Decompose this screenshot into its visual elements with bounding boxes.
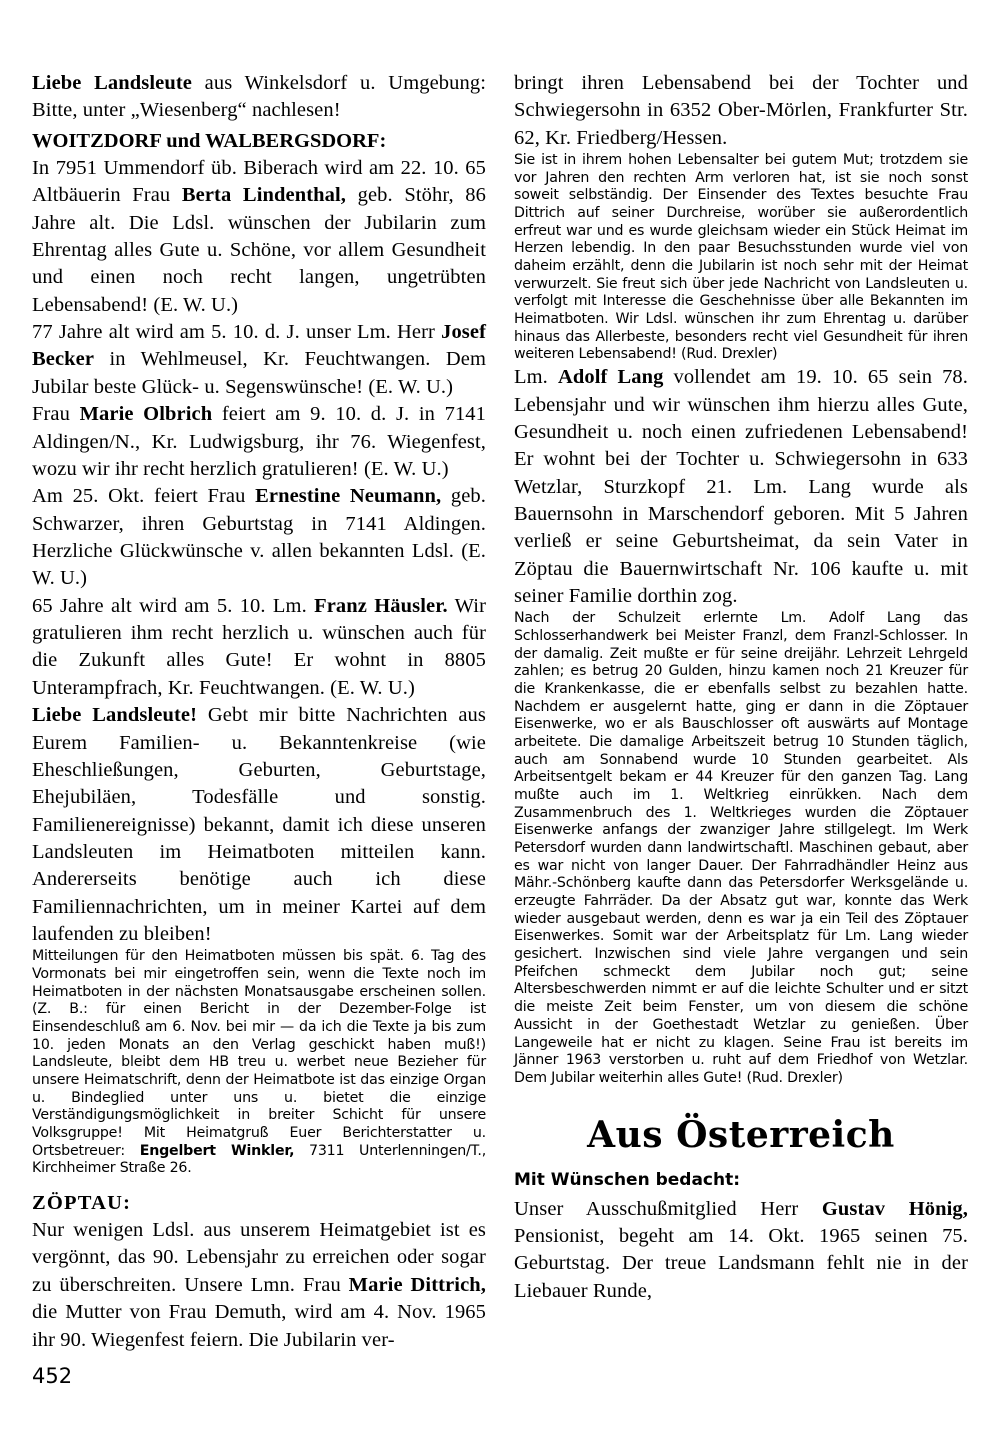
paragraph-dittrich-continued: bringt ihren Lebensabend bei der Tochter und Schwiegersohn in 6352 Ober-Mörlen, Frankfurter Str. 62, Kr. Friedberg/Hessen. xyxy=(514,72,968,149)
heading-woitzdorf-walbergsdorf: WOITZDORF und WALBERGSDORF: xyxy=(32,129,387,152)
person-name-engelbert-winkler: Engelbert Winkler, xyxy=(139,1142,295,1159)
paragraph-winkelsdorf xyxy=(32,70,486,125)
text-before-name: Unser Ausschußmitglied Herr xyxy=(514,1197,822,1220)
paragraph-marie-olbrich xyxy=(32,401,486,483)
text-after-name: feiert am 9. 10. d. J. in 7141 Aldingen/N., Kr. Ludwigsburg, ihr 76. Wiegenfest, wozu wir ihr recht herzlich gratulieren! (E. W. U.) xyxy=(32,403,487,480)
person-name-ernestine-neumann: Ernestine Neumann, xyxy=(255,485,442,508)
text-before-name: Frau xyxy=(32,403,80,426)
left-column xyxy=(32,70,486,1354)
text-after-name: geb. Schwarzer, ihren Geburtstag in 7141 Aldingen. Herzliche Glückwünsche v. allen bekannten Ldsl. (E. W. U.) xyxy=(32,485,486,590)
subheading-mit-wuenschen-bedacht: Mit Wünschen bedacht: xyxy=(514,1169,741,1190)
person-name-berta-lindenthal: Berta Lindenthal, xyxy=(181,184,347,207)
paragraph-winkelsdorf-text: aus Winkelsdorf u. Umgebung: Bitte, unter „Wiesenberg“ nachlesen! xyxy=(32,72,486,122)
paragraph-appeal-to-readers xyxy=(32,702,486,948)
person-name-gustav-hoenig: Gustav Hönig, xyxy=(821,1197,968,1220)
two-column-layout xyxy=(32,70,968,1354)
note-submission-deadline xyxy=(32,948,486,1178)
lead-in-liebe-landsleute: Liebe Landsleute xyxy=(32,72,192,94)
lead-in-liebe-landsleute-2: Liebe Landsleute! xyxy=(32,704,198,727)
text-after-name: in Wehlmeusel, Kr. Feuchtwangen. Dem Jubilar beste Glück- u. Segenswünsche! (E. W. U.) xyxy=(32,348,486,398)
note-address: 7311 Unterlenningen/T., Kirchheimer Straße 26. xyxy=(32,1142,487,1177)
person-name-marie-olbrich: Marie Olbrich xyxy=(79,403,213,426)
paragraph-berta-lindenthal xyxy=(32,155,486,319)
paragraph-adolf-lang xyxy=(514,364,968,610)
person-name-franz-haeusler: Franz Häusler. xyxy=(314,594,448,617)
person-name-josef-becker: Josef Becker xyxy=(32,321,486,371)
right-column xyxy=(514,70,968,1354)
heading-zoeptau: ZÖPTAU: xyxy=(32,1192,132,1215)
appeal-text: Gebt mir bitte Nachrichten aus Eurem Familien- u. Bekanntenkreise (wie Eheschließungen, Geburten, Geburtstage, Ehejubiläen, Todesfälle und sonstig. Familienereignisse) bekannt, damit ich diese unseren Landsleuten im Heimatboten mitteilen kann. Andererseits benötige auch ich diese Familiennachrichten, um in meiner Kartei auf dem laufenden zu bleiben! xyxy=(32,704,486,946)
section-heading-aus-oesterreich: Aus Österreich xyxy=(587,1113,895,1156)
text-before-name: 65 Jahre alt wird am 5. 10. Lm. xyxy=(32,594,315,617)
text-before-name: Nur wenigen Ldsl. aus unserem Heimatgebiet ist es vergönnt, das 90. Lebensjahr zu erreichen oder sogar zu überschreiten. Unsere Lmn. Frau xyxy=(32,1219,486,1296)
paragraph-josef-becker xyxy=(32,319,486,401)
note-text: Mitteilungen für den Heimatboten müssen bis spät. 6. Tag des Vormonats bei mir eingetroffen sein, wenn die Texte noch im Heimatboten in der nächsten Monatsausgabe erscheinen sollen. (Z. B.: für einen Bericht in der Dezember-Folge ist Einsendeschluß am 6. Nov. bei mir — da ich die Texte ja bis zum 10. jeden Monats an den Verlag geschickt haben muß!) Landsleute, bleibt dem HB treu u. werbet neue Bezieher für unsere Heimatschrift, denn der Heimatbote ist das einzige Organ u. Bindeglied unter uns u. bietet die einzige Verständigungsmöglichkeit in breiter Schicht für unsere Volksgruppe! Mit Heimatgruß Euer Berichterstatter u. Ortsbetreuer: xyxy=(32,948,486,1159)
paragraph-gustav-hoenig xyxy=(514,1196,968,1305)
text-before-name: 77 Jahre alt wird am 5. 10. d. J. unser Lm. Herr xyxy=(32,321,442,344)
note-dittrich-details: Sie ist in ihrem hohen Lebensalter bei gutem Mut; trotzdem sie vor Jahren den rechten Arm verloren hat, ist sie noch sonst soweit selbständig. Der Einsender des Textes besuchte Frau Dittrich auf seiner Durchreise, worüber sie außerordentlich erfreut war und es wurde gleichsam wieder ein Stück Heimat im Herzen lebendig. In den paar Besuchsstunden wurde viel von daheim erzählt, denn die Jubilarin ist noch sehr mit der Heimat verwurzelt. Sie freut sich über jede Nachricht von Landsleuten u. verfolgt mit Interesse die Geschehnisse über alle Bekannten im Heimatboten. Wir Ldsl. wünschen ihr zum Ehrentag u. darüber hinaus das Allerbeste, besonders recht viel Gesundheit für ihren weiteren Lebensabend! (Rud. Drexler) xyxy=(514,152,968,363)
person-name-marie-dittrich: Marie Dittrich, xyxy=(348,1273,486,1296)
page-number: 452 xyxy=(32,1364,73,1388)
text-after-name: die Mutter von Frau Demuth, wird am 4. Nov. 1965 ihr 90. Wiegenfest feiern. Die Jubilarin ver- xyxy=(32,1301,486,1351)
text-before-name: Lm. xyxy=(514,366,558,389)
paragraph-franz-haeusler xyxy=(32,593,486,702)
text-before-name: Am 25. Okt. feiert Frau xyxy=(32,485,256,508)
paragraph-ernestine-neumann xyxy=(32,483,486,592)
text-after-name: Wir gratulieren ihm recht herzlich u. wünschen auch für die Zukunft alles Gute! Er wohnt in 8805 Unterampfrach, Kr. Feuchtwangen. (E. W. U.) xyxy=(32,594,487,699)
person-name-adolf-lang: Adolf Lang xyxy=(557,366,664,389)
note-adolf-lang-biography: Nach der Schulzeit erlernte Lm. Adolf Lang das Schlosserhandwerk bei Meister Franzl, dem Franzl-Schlosser. In der damalig. Zeit mußte er für seine dreijähr. Lehrzeit Lehrgeld zahlen; es betrug 20 Gulden, hinzu kamen noch 21 Kreuzer für die Krankenkasse, die er ebenfalls selbst zu bezahlen hatte. Nachdem er ausgelernt hatte, ging er dann in die Zöptauer Eisenwerke, wo er als Bauschlosser oft auswärts auf Montage arbeitete. Die damalige Arbeitszeit betrug 10 Stunden täglich, auch am Sonnabend wurde 10 Stunden gearbeitet. Als Arbeitsentgelt bekam er 44 Kreuzer für den ganzen Tag. Lang mußte auch im 1. Weltkrieg einrükken. Nach dem Zusammenbruch des 1. Weltkrieges wurden die Zöptauer Eisenwerke anfangs der zwanziger Jahre stillgelegt. Im Werk Petersdorf wurden dann landwirtschaftl. Maschinen gebaut, aber es war nicht von langer Dauer. Der Fahrradhändler Heinz aus Mähr.-Schönberg kaufte dann das Petersdorfer Werksgelände u. erzeugte Fahrräder. Da der Absatz gut war, konnte das Werk wieder ausgebaut werden, denn es war ja ein Teil des Zöptauer Eisenwerkes. Somit war der Arbeitsplatz für Lm. Lang wieder gesichert. Inzwischen sind viele Jahre vergangen und sein Pfeifchen schmeckt dem Jubilar noch gut; seine Altersbeschwerden nimmt er auf die leichte Schulter und er sitzt die meiste Zeit beim Fenster, um von diesem die schöne Aussicht in der Goethestadt Wetzlar zu genießen. Über Langeweile hat er nicht zu klagen. Seine Frau ist bereits im Jänner 1963 verstorben u. ruht auf dem Friedhof von Wetzlar. Dem Jubilar weiterhin alles Gute! (Rud. Drexler) xyxy=(514,610,968,1086)
paragraph-marie-dittrich xyxy=(32,1217,486,1354)
text-after-name: vollendet am 19. 10. 65 sein 78. Lebensjahr und wir wünschen ihm hierzu alles Gute, Gesundheit u. noch einen zufriedenen Lebensabend! Er wohnt bei der Tochter u. Schwiegersohn in 633 Wetzlar, Sturzkopf 21. Lm. Lang wurde als Bauernsohn in Marschendorf geboren. Mit 5 Jahren verließ er seine Geburtsheimat, da sein Vater in Zöptau die Bauernwirtschaft Nr. 106 kaufte u. mit seiner Familie dorthin zog. xyxy=(514,366,969,608)
text-after-name: geb. Stöhr, 86 Jahre alt. Die Ldsl. wünschen der Jubilarin zum Ehrentag alles Gute u. Schöne, vor allem Gesundheit und einen noch recht langen, ungetrübten Lebensabend! (E. W. U.) xyxy=(32,184,487,316)
text-after-name: Pensionist, begeht am 14. Okt. 1965 seinen 75. Geburtstag. Der treue Landsmann fehlt nie in der Liebauer Runde, xyxy=(514,1224,968,1302)
text-before-name: In 7951 Ummendorf üb. Biberach wird am 22. 10. 65 Altbäuerin Frau xyxy=(32,156,486,207)
